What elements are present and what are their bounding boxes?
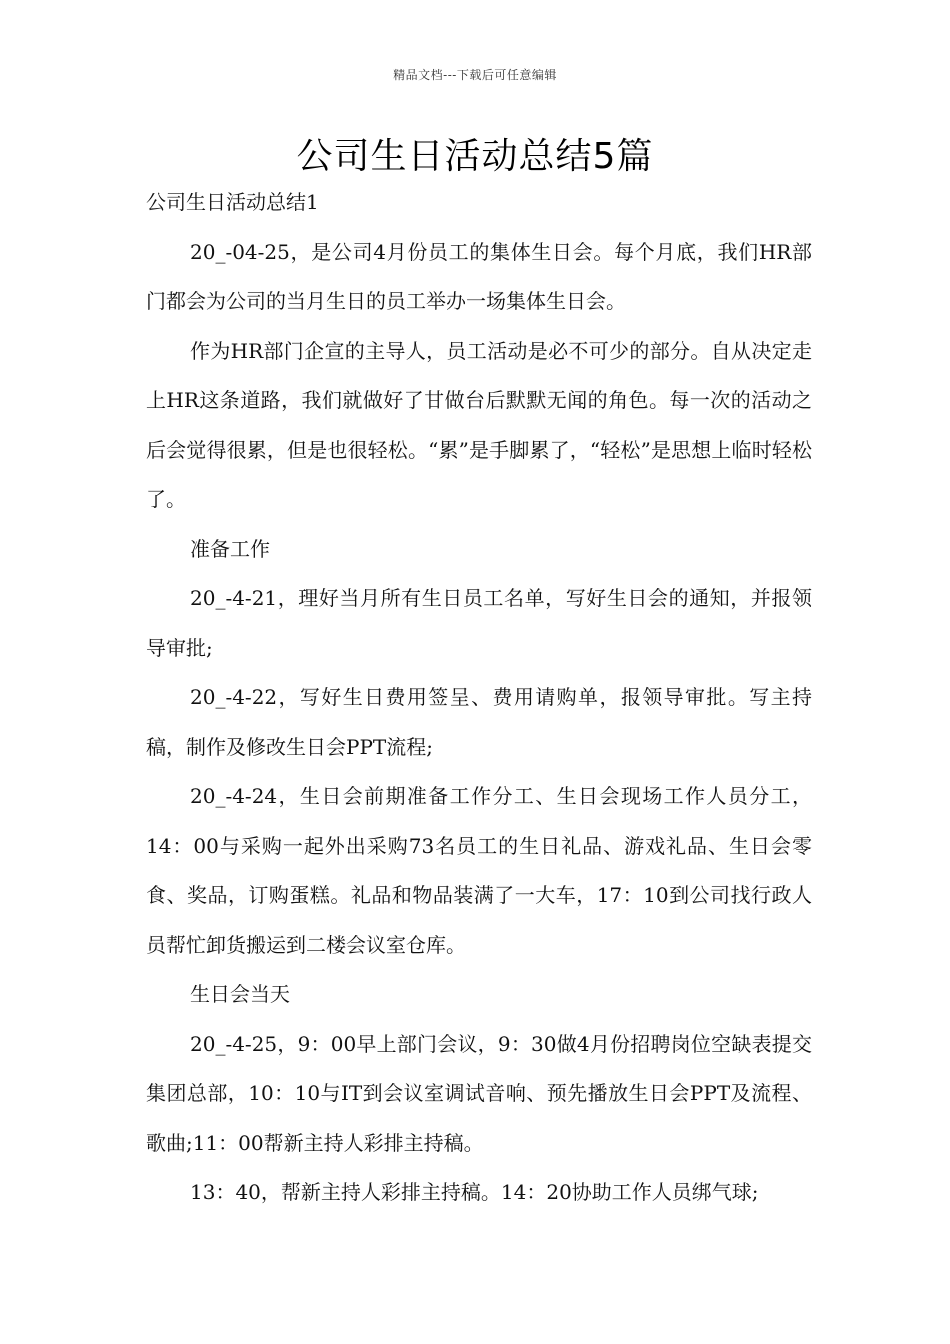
page-header: 精品文档---下载后可任意编辑 — [393, 68, 557, 82]
document-title: 公司生日活动总结5篇 — [296, 136, 654, 177]
paragraph-0424: 20_-4-24，生日会前期准备工作分工、生日会现场工作人员分工，14：00与采购一起外出采购73名员工的生日礼品、游戏礼品、生日会零食、奖品，订购蛋糕。礼品和物品装满了一大车，17：10到公司找行政人员帮忙卸货搬运到二楼会议室仓库。 — [146, 784, 812, 957]
paragraph-0421: 20_-4-21，理好当月所有生日员工名单，写好生日会的通知，并报领导审批; — [146, 586, 812, 660]
paragraph-role: 作为HR部门企宣的主导人，员工活动是必不可少的部分。自从决定走上HR这条道路，我们就做好了甘做台后默默无闻的角色。每一次的活动之后会觉得很累，但是也很轻松。“累”是手脚累了，“轻松”是思想上临时轻松了。 — [146, 338, 812, 511]
paragraph-intro: 20_-04-25，是公司4月份员工的集体生日会。每个月底，我们HR部门都会为公司的当月生日的员工举办一场集体生日会。 — [146, 239, 812, 313]
paragraph-afternoon: 13：40，帮新主持人彩排主持稿。14：20协助工作人员绑气球; — [190, 1180, 759, 1204]
heading-preparation: 准备工作 — [190, 536, 270, 561]
heading-birthday-day: 生日会当天 — [190, 982, 290, 1006]
paragraph-0422: 20_-4-22，写好生日费用签呈、费用请购单，报领导审批。写主持稿，制作及修改生日会PPT流程; — [146, 685, 812, 759]
section-subtitle: 公司生日活动总结1 — [146, 190, 319, 214]
document-body — [146, 178, 812, 1218]
paragraph-0425: 20_-4-25，9：00早上部门会议，9：30做4月份招聘岗位空缺表提交集团总部，10：10与IT到会议室调试音响、预先播放生日会PPT及流程、歌曲;11：00帮新主持人彩排主持稿。 — [146, 1031, 812, 1155]
